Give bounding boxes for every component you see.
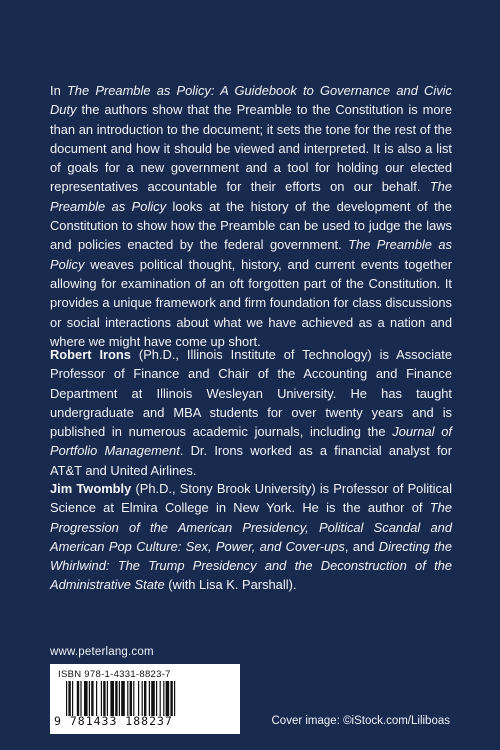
bio-text: (Ph.D., Illinois Institute of Technology) is Associate Professor of Finance and Chair of the Accounting and Finance Department at Illinois Wesleyan University. He has taught undergraduate and MBA students for over twenty years and is published in numerous academic journals, including the [50,347,453,440]
book-title: The Preamble as Policy [50,179,452,214]
barcode-bar [170,681,172,716]
barcode-bar [149,681,150,716]
barcode-bar [144,681,146,716]
barcode-bar [115,681,117,716]
author-name: Jim Twombly [50,481,132,496]
book-title: The Progression of the American Presidency, Political Scandal and American Pop Culture: Sex, Power, and Cover-ups [50,500,452,554]
barcode-bar [142,681,143,716]
barcode-bar [68,681,70,716]
barcode-bar [72,681,73,716]
barcode-bar [119,681,120,716]
barcode-bar [91,681,93,716]
barcode-bar [163,681,164,716]
barcode-bar [103,681,105,716]
bio-text: (with Lisa K. Parshall). [164,577,297,593]
bio-text: (Ph.D., Stony Brook University) is Professor of Political Science at Elmira College in New York. He is the author of [50,481,452,516]
barcode-bar [89,681,90,716]
book-title: Directing the Whirlwind: The Trump Presidency and the Deconstruction of the Administrative State [50,538,452,593]
barcode-bar [77,681,79,716]
publisher-url[interactable]: www.peterlang.com [50,646,154,658]
barcode-bar [160,681,161,716]
cover-image-credit: Cover image: ©iStock.com/Liliboas [271,715,450,727]
bio-text: , and [344,538,379,554]
barcode-bar [166,681,170,716]
barcode-bar [107,681,108,716]
barcode-bar [130,681,132,716]
barcode-bar [121,681,125,716]
barcode-bar [127,681,128,716]
author-bio-twombly [50,479,452,595]
barcode-bars [66,681,234,716]
barcode-bar [138,681,139,716]
barcode-bar [174,681,175,716]
author-bio-irons [50,345,452,480]
barcode-bar [110,681,114,716]
book-title: The Preamble as Policy: A Guidebook to Governance and Civic Duty [50,83,452,118]
blurb-text: looks at the history of the development of the Constitution to show how the Preamble can be used to judge the laws and policies enacted by the federal government. [50,198,452,253]
journal-title: Journal of Portfolio Management [50,424,452,459]
bio-text: . Dr. Irons worked as a financial analyst for AT&T and United Airlines. [50,443,452,478]
book-title: The Preamble as Policy [50,237,452,272]
barcode-bar [84,681,88,716]
barcode-bar [66,681,67,716]
blurb-text: weaves political thought, history, and current events together allowing for examination of an oft forgotten part of the Constitution. It provides a unique framework and firm foundation for class discussions or social interactions about what we have achieved as a nation and where we might have come up short. [50,256,452,349]
barcode-bar [133,681,134,716]
book-description [50,81,452,351]
barcode-bar [151,681,155,716]
blurb-text: the authors show that the Preamble to the Constitution is more than an introduction to the document; it sets the tone for the rest of the document and how it should be viewed and interpreted. It is also a list of goals for a new government and a tool for holding our elected representatives accountable for their efforts on our behalf. [50,102,452,195]
barcode-bar [80,681,81,716]
blurb-text: In [50,83,67,98]
isbn-barcode [50,664,240,734]
author-name: Robert Irons [50,347,131,362]
barcode-bar [101,681,102,716]
barcode-digits: 9 781433 188237 [54,714,173,728]
barcode-bar [156,681,157,716]
isbn-label: ISBN 978-1-4331-8823-7 [58,669,171,680]
barcode-bar [96,681,97,716]
